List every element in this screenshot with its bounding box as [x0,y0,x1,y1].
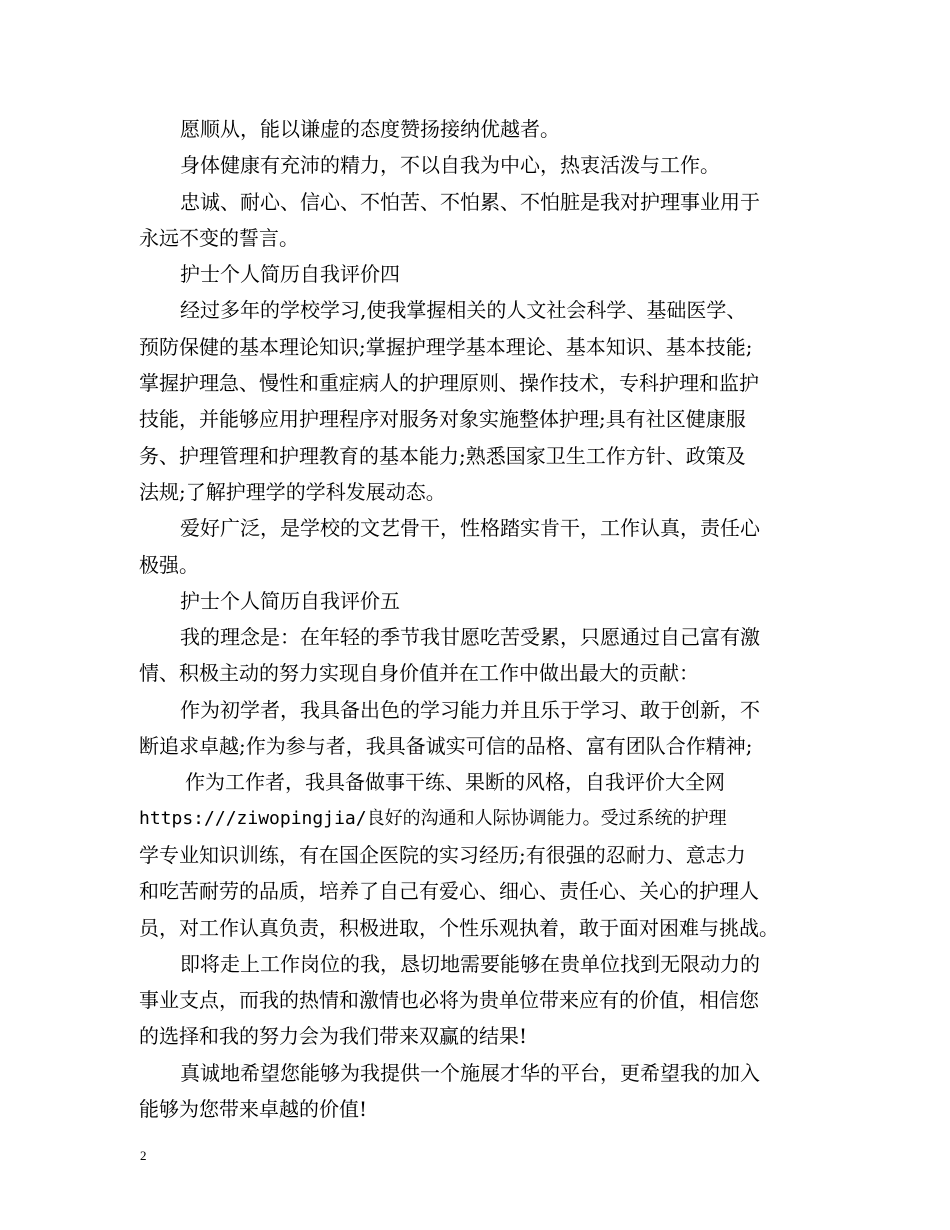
document-body [139,111,829,1127]
text-line: 的选择和我的努力会为我们带来双赢的结果! [139,1024,528,1049]
text-line: 极强。 [139,552,199,577]
text-line: 法规;了解护理学的学科发展动态。 [139,479,446,504]
page-number: 2 [140,1148,147,1163]
text-line: 经过多年的学校学习,使我掌握相关的人文社会科学、基础医学、 [180,298,747,323]
text-line: 忠诚、耐心、信心、不怕苦、不怕累、不怕脏是我对护理事业用于 [180,189,760,214]
text-line: 断追求卓越;作为参与者，我具备诚实可信的品格、富有团队合作精神; [139,734,753,759]
text-line: 和吃苦耐劳的品质，培养了自己有爱心、细心、责任心、关心的护理人 [139,879,759,904]
text-line: 作为初学者，我具备出色的学习能力并且乐于学习、敢于创新，不 [180,697,760,722]
text-line: 愿顺从，能以谦虚的态度赞扬接纳优越者。 [180,117,560,141]
text-line: 学专业知识训练，有在国企医院的实习经历;有很强的忍耐力、意志力 [139,842,746,867]
text-line: 情、积极主动的努力实现自身价值并在工作中做出最大的贡献： [139,661,699,686]
text-line: 爱好广泛，是学校的文艺骨干，性格踏实肯干，工作认真，责任心 [180,516,760,541]
text-line: https:///ziwopingjia/良好的沟通和人际协调能力。受过系统的护理 [139,807,727,829]
text-line: 预防保健的基本理论知识;掌握护理学基本理论、基本知识、基本技能; [139,334,753,359]
section-heading: 护士个人简历自我评价五 [180,588,400,613]
section-heading: 护士个人简历自我评价四 [180,262,400,287]
text-line: 事业支点，而我的热情和激情也必将为贵单位带来应有的价值，相信您 [139,988,759,1013]
text-line: 我的理念是：在年轻的季节我甘愿吃苦受累，只愿通过自己富有激 [180,625,760,650]
text-line: 员，对工作认真负责，积极进取，个性乐观执着，敢于面对困难与挑战。 [139,915,779,940]
text-line: 能够为您带来卓越的价值! [139,1097,368,1122]
text-line: 务、护理管理和护理教育的基本能力;熟悉国家卫生工作方针、政策及 [139,443,746,468]
text-line: 技能，并能够应用护理程序对服务对象实施整体护理;具有社区健康服 [139,407,746,432]
text-line: 作为工作者，我具备做事干练、果断的风格，自我评价大全网 [185,770,725,795]
text-line: 即将走上工作岗位的我，恳切地需要能够在贵单位找到无限动力的 [180,951,760,976]
text-line: 掌握护理急、慢性和重症病人的护理原则、操作技术，专科护理和监护 [139,371,759,396]
text-line: 身体健康有充沛的精力，不以自我为中心，热衷活泼与工作。 [180,153,720,178]
text-line: 真诚地希望您能够为我提供一个施展才华的平台，更希望我的加入 [180,1060,760,1085]
text-line: 永远不变的誓言。 [139,225,299,250]
